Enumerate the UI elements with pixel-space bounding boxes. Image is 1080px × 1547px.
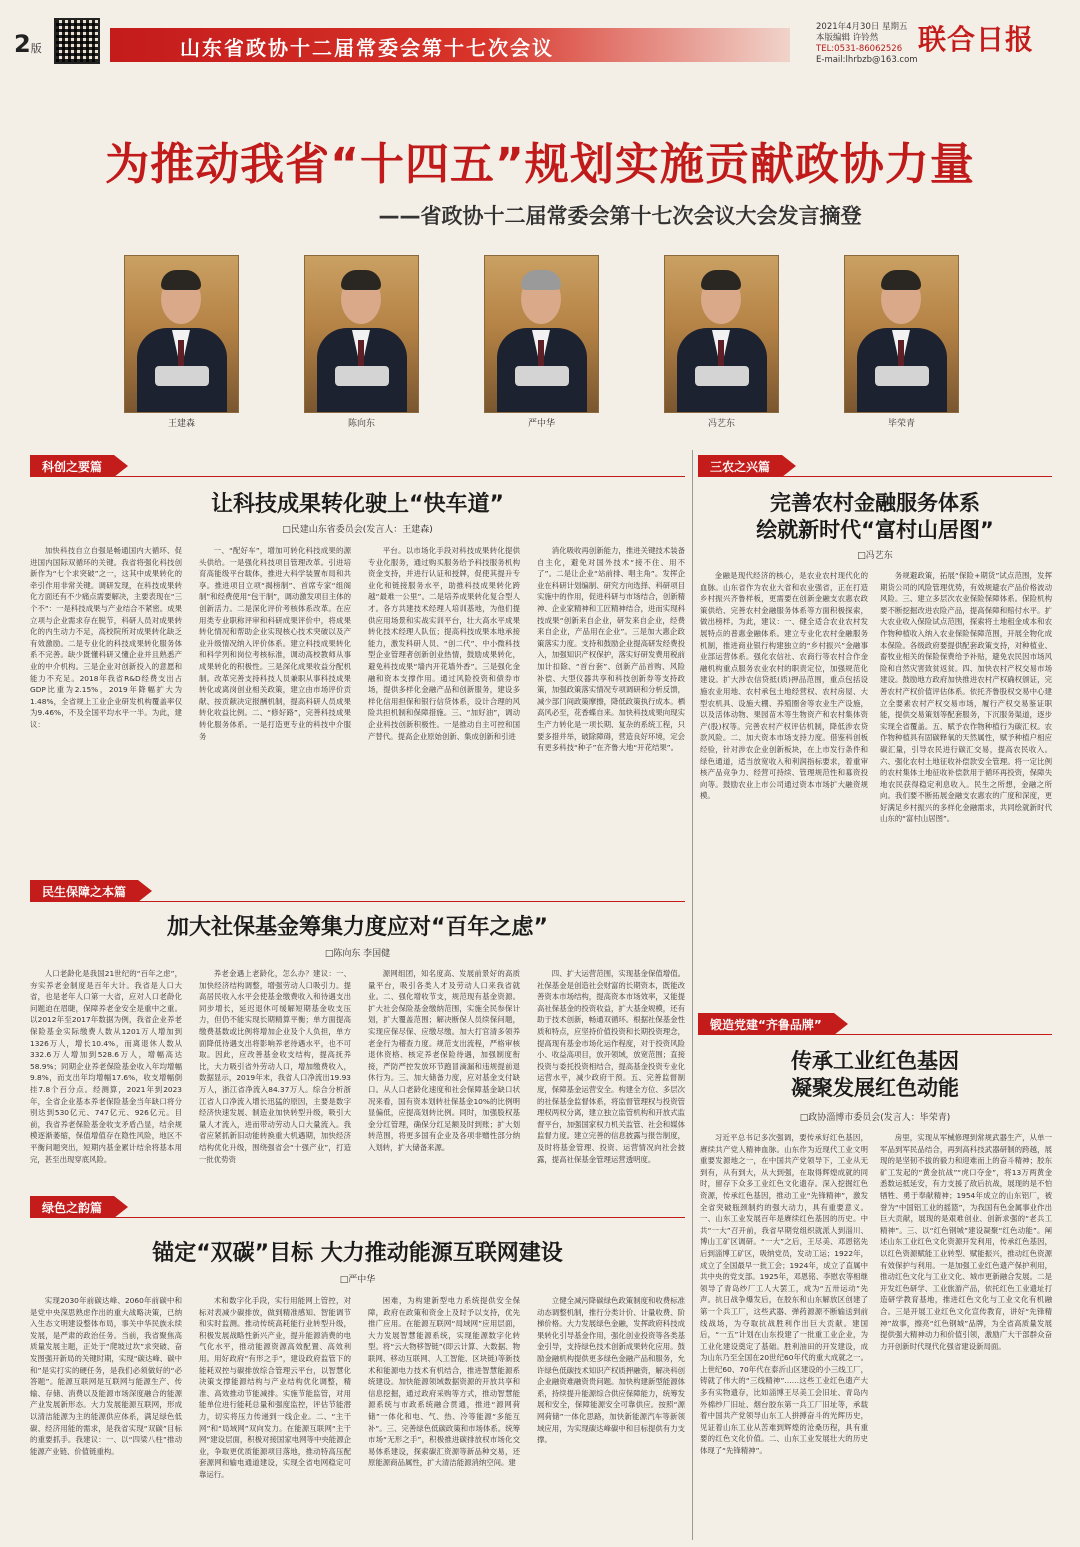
section-tab-livelihood: 民生保障之本篇 bbox=[30, 880, 138, 902]
article-byline: □陈向东 李国健 bbox=[324, 949, 391, 959]
article-column: 立健全减污降碳绿色政策制度和收费标准动态调整机制，推行分类计价、计量收费、阶梯价格。大力发展绿色金融，发挥政府科技成果转化引导基金作用，强化创业投资等各类基金引导，支持绿色技术创新成果转化应用。鼓励金融机构提供更多绿色金融产品和服务，允许绿色低碳技术知识产权质押融资，解决科创企业融资难融资贵问题。加快构建新型能源体系，持续提升能源综合供应保障能力，统筹发展和安全，保障能源安全可靠供应。按照“源网荷储”一体化思路，加快新能源汽车等新领域应用，为实现碳达峰碳中和目标提供有力支撑。 bbox=[537, 1296, 685, 1445]
section-tab-agriculture: 三农之兴篇 bbox=[698, 455, 782, 477]
article-title bbox=[698, 490, 1052, 544]
article-title: 加大社保基金筹集力度应对“百年之虑” bbox=[167, 915, 548, 940]
qr-code-icon bbox=[54, 18, 100, 64]
article-title-line: 传承工业红色基因 bbox=[791, 1049, 959, 1073]
speaker-photo bbox=[124, 255, 239, 413]
speaker-caption: 陈向东 bbox=[347, 419, 375, 429]
edition-editor: 本版编辑 许铃然 bbox=[816, 33, 879, 43]
section-tab-party: 锻造党建“齐鲁品牌” bbox=[698, 1013, 834, 1035]
masthead bbox=[0, 0, 1080, 72]
article-byline: □民建山东省委员会(发言人：王建森) bbox=[282, 525, 433, 535]
edition-email: E-mail:lhrbzb@163.com bbox=[816, 55, 918, 65]
article-column: 四、扩大运营范围，实现基金保值增值。社保基金是创造社会财富的长期资本，既能改善资本市场结构，提高资本市场效率，又能提高社保基金的投资收益，扩大基金规模，还有助于技术创新，畅通双循环。根据社保基金性质和特点，应坚持价值投资和长期投资理念，提高现有基金市场化运作程度，对于投资风险小、收益高项目，放开领域，放宽范围；直接投资与委托投资相结合，提高基金投资专业化运营水平，减少政府干预。五、完善监督制度，保障基金运营安全。构建全方位、多层次的社保基金监督体系，将监督管理权与投资管理权两权分离，建立独立监管机构和开放式监督平台，加强国家权力机关监管、社会和媒体监督力度。建立完善的信息披露与报告制度，及时将基金管理、投资、运营情况向社会披露，提高社保基金管理运营透明度。 bbox=[537, 969, 685, 1164]
page-number: 2版 bbox=[14, 30, 42, 58]
article-column: 金融是现代经济的核心，是农业农村现代化的血脉。山东省作为农业大省和农业强省，正在打造乡村振兴齐鲁样板，更需要在创新金融支农惠农政策供给、完善农村金融服务体系等方面积极探索，做出榜样。为此，建议：一、健全适合农业农村发展特点的普惠金融体系。建立专业化农村金融服务机制，推进商业银行构建独立的“乡村振兴”金融事业部运营体系。强化农信社、农商行等农村合作金融机构重点服务农业农村的职责定位，加强规范化建设。扩大涉农信贷抵(质)押品范围，重点包括设施农业用地、农村承包土地经营权、农村房屋、大型农机具、设施大棚、养殖圈舍等农业生产设施，以及活体动物、果园苗木等生物资产和农村集体资产(股)权等。完善农村产权评估机制，降低涉农贷款风险。二、加大资本市场支持力度。借鉴科创板经验，针对涉农企业创新板块，在上市发行条件和绿色通道，适当放宽收入和利润指标要求，着重审核产品竞争力、经营可持续、管理规范性和募资投向等。鼓励农业上市公司通过资本市场扩大融资规模。 bbox=[700, 571, 868, 801]
section-rule bbox=[30, 1217, 685, 1218]
article-column: 术和数字化手段，实行用能网上管控，对标对表减少碳排放，做到精准感知、智能调节和实时监测。推动传统高耗能行业转型升级，积极发展战略性新兴产业，提升能源消费的电气化水平，推动能源资源高效配置、高效利用。用好政府“有形之手”，建设政府监管下的能耗双控与碳排放综合管理云平台，以智慧化决策支撑能源结构与产业结构优化调整，精准、高效推动节能减排。实施节能监管，对用能单位进行能耗总量和强度监控，评估节能潜力，切实将压力传递到一线企业。二、“主干网”和“局域网”双向发力。在能源互联网“主干网”建设层面，积极对接国家电网等中央能源企业，争取更优质能源项目落地，推动特高压配套源网和输电通道建设，实现全省电网稳定可靠运行。 bbox=[199, 1296, 351, 1479]
edition-tel: TEL:0531-86062526 bbox=[816, 44, 903, 54]
page-subheadline: ——省政协十二届常委会第十七次会议大会发言摘登 bbox=[378, 204, 862, 228]
column-divider bbox=[692, 450, 693, 1540]
article-column: 困难，为构建新型电力系统提供安全保障，政府在政策和资金上及时予以支持，优先推广应用。在能源互联网“局域网”应用层面，大力发展智慧能源系统，实现能源数字化转型。将“云大物移智链”(即云计算、大数据、物联网、移动互联网、人工智能、区块链)等新技术和能源电力技术有机结合，推进智慧能源系统建设。加快能源领域数据资源的开放共享和信息挖掘，通过政府采购等方式，推动智慧能源系统与市政系统融合贯通，推进“源网荷储”一体化和电、气、热、冷等能源“多能互补”。三、完善绿色低碳政策和市场体系。统筹市场“无形之手”，积极推进碳排放权市场化交易体系建设，探索碳汇资源等新品种交易，还原能源商品属性，扩大清洁能源消纳空间。建 bbox=[368, 1296, 520, 1468]
section-tab-green: 绿色之韵篇 bbox=[30, 1196, 114, 1218]
speaker-caption: 严中华 bbox=[527, 419, 555, 429]
article-byline: □冯艺东 bbox=[857, 551, 893, 561]
speaker-caption: 冯艺东 bbox=[707, 419, 735, 429]
article-column: 实现2030年前碳达峰、2060年前碳中和是党中央深思熟虑作出的重大战略决策，已纳入生态文明建设整体布局，事关中华民族永续发展，是严肃的政治任务。当前，我省聚焦高质量发展主题，正处于“爬坡过坎”求突破、奋发图强开新局的关键时期，实现“碳达峰、碳中和”是实打实的硬任务，是我们必须做好的“必答题”。能源互联网是互联网与能源生产、传输、存储、消费以及能源市场深度融合的能源产业发展新形态。大力发展能源互联网，形成以清洁能源为主的能源供应体系，满足绿色低碳、经济用能的需求，是我省实现“双碳”目标的重要抓手。我建议：一、以“四梁八柱”推动能源产业链、价值链重构。 bbox=[30, 1296, 182, 1456]
page-headline: 为推动我省“十四五”规划实施贡献政协力量 bbox=[105, 139, 975, 190]
speaker-caption: 毕荣青 bbox=[887, 419, 915, 429]
article-column: 养老金遇上老龄化，怎么办？建议：一、加快经济结构调整，增强劳动人口吸引力。提高居民收入水平会使基金缴费收入和待遇支出同步增长，延迟退休可缓解短期基金收支压力，但仍不能实现长期精算平衡；单方面提高缴费基数或比例将增加企业及个人负担，单方面降低待遇支出将影响养老待遇水平，也不可取。因此，应改善基金收支结构，提高抚养比，大力吸引省外劳动人口，增加缴费收入，数据显示，2019年末，我省人口净流出19.93万人，浙江省净流入84.37万人。综合分析浙江省人口净流入增长迅猛的原因，主要是数字经济快速发展、制造业加快转型升级，吸引大量人才流入，进而带动劳动人口大量流入。我省应紧抓新旧动能转换重大机遇期，加快经济结构优化升级，围绕强省会“十强产业”，打造一批优势资 bbox=[199, 969, 351, 1164]
article-column: 人口老龄化是我国21世纪的“百年之虑”，夯实养老金制度是百年大计。我省是人口大省，也是老年人口第一大省，应对人口老龄化问题迫在眉睫，保障养老金安全是重中之重。以2012年至2017年数据为例，我省企业养老保险基金实际缴费人数从1201万人增加到1326万人，增长10.4%，而离退休人数从332.6万人增加到528.6万人，增幅高达58.9%；同期企业养老保险基金收入年均增幅9.8%，而支出年均增幅17.6%，收支增幅倒挂7.8个百分点。经测算，2021年到2023年，全省企业基本养老保险基金当年缺口将分别达到530亿元、747亿元、926亿元。目前，我省养老保险基金收支矛盾凸显，结余规模逐渐萎缩，保值增值存在隐性风险，地区不平衡问题突出，短期内基金累计结余将基本用完，甚至出现穿底风险。 bbox=[30, 969, 182, 1164]
article-column: 平台。以市场化手段对科技成果转化提供专业化服务，通过购买服务给予科技服务机构资金支持，并进行认证和授牌，促使其提升专业化和链接服务水平，助推科技成果转化跨越“最难一公里”。二是培养成果转化复合型人才。各方共建技术经理人培训基地，为他们提供应用场景和实战实训平台，壮大高水平成果转化技术经理人队伍；提高科技成果本地承接能力，激发科研人员、“创二代”、中小微科技型企业管理者创新创业热情，鼓励成果转化，避免科技成果“墙内开花墙外香”。三是强化金融和资本支撑作用。通过风险投资和债券市场，提供多样化金融产品和创新服务，建设多样化信用担保和银行信贷体系，设计合理的风险共担机制和保障措施。三、“加好油”，调动企业科技创新积极性。一是推动自主可控和国产替代。提高企业原始创新、集成创新和引进 bbox=[368, 546, 520, 741]
article-title-line: 完善农村金融服务体系 bbox=[770, 491, 980, 515]
article-column: 一、“配好车”，增加可转化科技成果的源头供给。一是强化科技项目管理改革。引进培育高能级平台载体，推进大科学装置布局和共享。推进项目立项“揭榜制”、首席专家“组阁制”和经费使用“包干制”，调动激发项目主体的创新活力。二是深化评价考核体系改革。在应用类专业职称评审和科研成果评价中，将成果转化情况和帮助企业实现核心技术突破以及产业升级情况纳入评价体系。建立科技成果转化和科学列和岗位考核标准，调动高校教师从事成果转化的积极性。三是深化成果收益分配机制。改革完善支持科技人员兼职从事科技成果转化或离岗创业相关政策，建立由市场评价贡献、按贡献决定报酬机制，提高科研人员成果转化收益比例。二、“修好路”，完善科技成果转化服务体系。一是打造更专业的科技中介服务 bbox=[199, 546, 351, 741]
article-column: 源网组团，知名度高、发展前景好的高质量平台，吸引各类人才及劳动人口来我省就业。二、强化增收节支，规范现有基金资源。扩大社会保险基金缴纳范围，实施全民参保计划，扩大覆盖范围；解决断保人员续保问题，实现应保尽保、应缴尽缴。加大打官清多领养老金行为稽查力度。规范支出流程，严格审核退休资格、核定养老保险待遇，加强制度衔接，严防严控发放环节跑冒滴漏和违规提前退休行为。三、加大储备力度，应对基金支付缺口。从人口老龄化速度和社会保障基金缺口状况来看，国有资本划转社保基金10%的比例明显偏低，应提高划转比例。同时，加强股权基金分红管理，确保分红足额及时到账；扩大划转范围，将更多国有企业及各项非赠性部分纳入划转，扩大储备来源。 bbox=[368, 969, 520, 1152]
speaker-photo bbox=[844, 255, 959, 413]
edition-date: 2021年4月30日 星期五 bbox=[816, 22, 908, 32]
section-title-bar bbox=[110, 28, 790, 62]
article-column: 消化吸收再创新能力，推进关键技术装备自主化，避免对国外技术“接不住、用不了”。二是让企业“站前排、唱主角”。发挥企业在科研计划编制、研究方向选择、科研项目实施中的作用，促进科研与市场结合，创新精神、企业家精神和工匠精神结合，进而实现科技成果“创新来自企业，研发来自企业，经费来自企业，产品用在企业”。三是加大惠企政策落实力度。支持和鼓励企业提高研发经费投入，加强知识产权保护，落实好研发费用税前加计扣除、“首台套”、创新产品首购、风险补偿、大型仪器共享和科技创新券等支持政策，加强政策落实情况专项调研和分析反馈，减少部门间政策摩擦，降低政策执行成本。栖高风必至，花香蝶自来。加快科技成果向现实生产力转化是一项长期、复杂的系统工程，只要多措并举，破除障碍，营造良好环境，定会有更多科技“种子”在齐鲁大地“开花结果”。 bbox=[537, 546, 685, 753]
speaker-caption: 王建森 bbox=[167, 419, 195, 429]
article-column: 习近平总书记多次强调，要传承好红色基因，赓续共产党人精神血脉。山东作为近现代工业文明重要发源地之一，在中国共产党领导下，工业从无到有，从有到大，从大到强，在取得辉煌成就的同时，留存下众多工业红色文化遗存。深入挖掘红色资源，传承红色基因，推动工业“先锋精神”，激发全省突破瓶颈制约的强大动力，具有重要意义。一、山东工业发展百年是赓续红色基因的历史。中共“一大”召开前，我省早期党组织就派人到淄川、博山工矿区调研。“一大”之后，王尽美、邓恩铭先后到淄博工矿区，吸纳党员，发动工运；1922年，成立了全国最早一批工会；1924年，成立了直属中共中央的党支部。1925年，邓恩铭、李慰农等相继领导了青岛纱厂工人大罢工，成为“五卅运动”先声。抗日战争爆发后，在胶东和山东解放区创建了第一个兵工厂，这些武器、弹药源源不断输送到前线战场，为夺取抗战胜利作出巨大贡献。建国后，“一五”计划在山东投建了一批重工业企业，为工业化建设奠定了基础。胜利油田的开发建设，成为山东乃至全国在20世纪60年代的重大成就之一。上世纪60、70年代在泰沂山区建设的小三线工厂，铸就了伟大的“三线精神”……这些工业红色遗产大多有实物遗存，比如淄博王尽美工会旧址、青岛内外棉纱厂旧址、烟台胶东第一兵工厂旧址等，承载着中国共产党领导山东工人拼搏奋斗的光辉历史，见证着山东工业从苦难到辉煌的沧桑历程，具有重要的红色文化价值。二、山东工业发展壮大的历史体现了“先锋精神”。 bbox=[700, 1133, 868, 1456]
edition-meta bbox=[816, 22, 918, 66]
article-byline: □政协淄博市委员会(发言人：毕荣青) bbox=[799, 1113, 951, 1123]
newspaper-logo: 联合日报 bbox=[918, 23, 1035, 56]
article-title-line: 绘就新时代“富村山居图” bbox=[756, 518, 994, 542]
section-rule bbox=[30, 901, 685, 902]
article-title: 让科技成果转化驶上“快车道” bbox=[211, 492, 504, 517]
article-column: 房里，实现从军械修理到常规武器生产，从单一军品到军民品结合，再到高科技武器研制的跨越，展现的是坚韧不拔的毅力和迎难而上的奋斗精神；胶东矿工发起的“黄金抗战”“虎口夺金”，将13万两黄金悉数运抵延安，有力支援了敌后抗战，展现的是不怕牺牲、勇于奉献精神；1954年成立的山东铝厂，被誉为“中国铝工业的摇篮”，为我国有色金属事业作出巨大贡献，展现的是艰难创业、创新求强的“老兵工精神”。三、以“红色钢城”建设凝聚“红色动能”。阐述山东工业红色文化资源开发利用，传承红色基因，以红色资源赋能工业转型、赋能振兴，推动红色资源有效保护与利用。一是加强工业红色遗产保护利用，推动红色文化与工业文化、城市更新融合发展。二是开发红色研学、工业旅游产品，依托红色工业遗址打造研学教育基地，推进红色文化与工业文化有机融合。三是开展工业红色文化宣传教育，讲好“先锋精神”故事，擦亮“红色钢城”品牌，为全省高质量发展提供强大精神动力和价值引领，激励广大干部群众奋力开创新时代现代化强省建设新局面。 bbox=[880, 1133, 1052, 1351]
section-rule bbox=[30, 476, 685, 477]
section-rule bbox=[698, 476, 1052, 477]
section-title: 山东省政协十二届常委会第十七次会议 bbox=[180, 36, 554, 60]
speaker-photo bbox=[664, 255, 779, 413]
article-byline: □严中华 bbox=[339, 1275, 376, 1285]
section-tab-tech: 科创之要篇 bbox=[30, 455, 114, 477]
article-title: 锚定“双碳”目标 大力推动能源互联网建设 bbox=[152, 1241, 563, 1266]
section-rule bbox=[698, 1034, 1052, 1035]
article-column: 加快科技自立自强是畅通国内大循环、促进国内国际双循环的关键。我省将强化科技创新作为“七个求突破”之一，这其中成果转化的牵引作用非常关键。调研发现，在科技成果转化方面还有不少痛点需要解决，主要表现在“三个不”：一是科技成果与产业结合不紧密。成果立项与企业需求存在脱节，科研人员对成果转化的内生动力不足，高校院所对成果转化缺乏有效激励。二是专业化的科技成果转化服务体系不完善。缺少既懂科研又懂企业并且熟悉产业的中介机构。三是企业对创新投入的意愿和能力不充足。2018年我省R&D经费支出占GDP比重为2.15%，2019年降幅扩大为1.48%，全省规上工业企业研发机构覆盖率仅为9.46%，不及全国平均水平一半。为此，建议： bbox=[30, 546, 182, 729]
article-title bbox=[698, 1048, 1052, 1102]
speaker-photo bbox=[304, 255, 419, 413]
speaker-photo bbox=[484, 255, 599, 413]
article-title-line: 凝聚发展红色动能 bbox=[791, 1076, 959, 1100]
article-column: 务规避政策，拓展“保险+期货”试点范围，发挥期货公司的风险管理优势，有效规避农产品价格波动风险。三、建立多层次农业保险保障体系。保险机构要不断挖掘改进农险产品，提高保障和赔付水平。扩大农业收入保险试点范围，探索将土地租金成本和农作物种植收入纳入农业保险保障范围，开展全物化成本保险。各级政府要提供配套政策支持，对种植业、畜牧业相关的保险保费给予补贴，避免农民因市场风险和自然灾害致贫返贫。四、加快农村产权交易市场建设。鼓励地方政府加快推进农村产权确权颁证，完善农村产权价值评估体系。依托齐鲁股权交易中心建立全要素农村产权交易市场，履行产权交易鉴证职能，提供交易策划等配套服务，下沉服务渠道，逐步实现全省覆盖。五、赋予农作物种植行为碳汇权。农作物种植具有固碳释氧的天然属性，赋予种植户相应碳汇量，引导农民进行碳汇交易，提高农民收入。六、强化农村土地征收补偿款安全管理。将一定比例的农村集体土地征收补偿款用于循环再投资，保障失地农民获得稳定利息收入。民生之所想，金融之所向。我们要不断拓展金融支农惠农的广度和深度，更好满足乡村振兴的多样化金融需求，共同绘就新时代山东的“富村山居图”。 bbox=[880, 571, 1052, 824]
